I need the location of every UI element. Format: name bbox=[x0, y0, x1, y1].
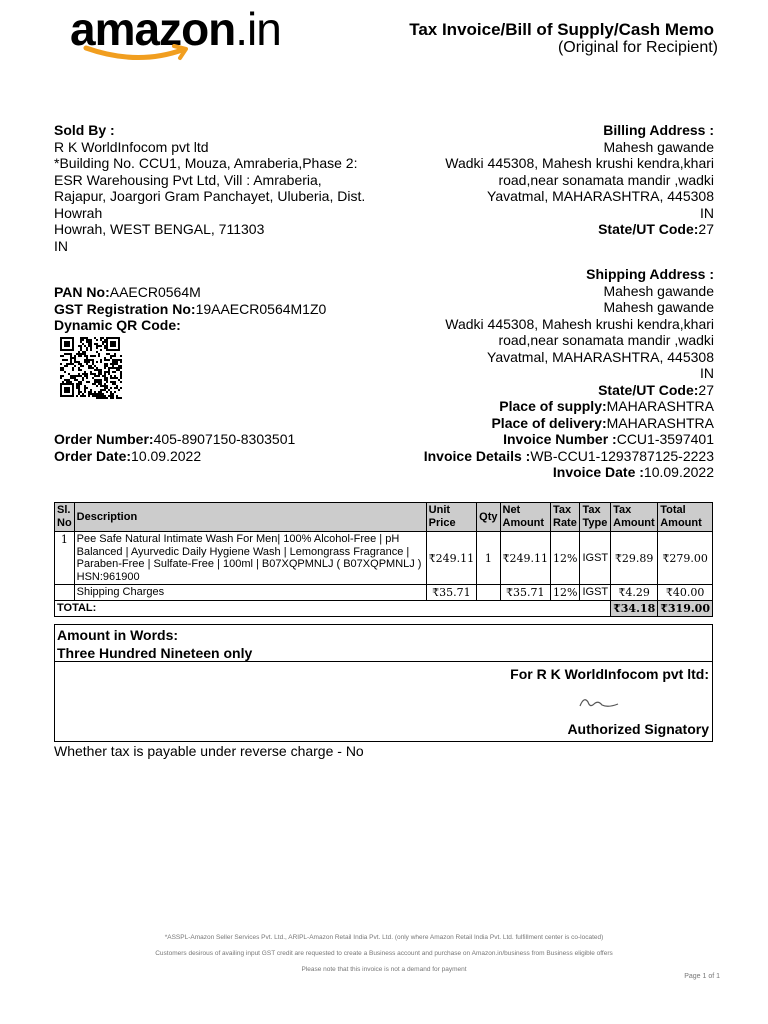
qr-label: Dynamic QR Code: bbox=[54, 317, 181, 333]
amount-in-words-box bbox=[54, 624, 713, 662]
column-header: Total Amount bbox=[658, 503, 713, 532]
table-row bbox=[55, 532, 713, 585]
row-qty bbox=[477, 585, 500, 601]
place-of-supply-label: Place of supply: bbox=[499, 398, 607, 414]
invoice-number-value: CCU1-3597401 bbox=[616, 431, 714, 447]
row-description: Shipping Charges bbox=[74, 585, 426, 601]
shipping-line: Mahesh gawande bbox=[603, 282, 714, 299]
row-tax-type: IGST bbox=[580, 532, 611, 585]
invoice-details-value: WB-CCU1-1293787125-2223 bbox=[530, 447, 714, 464]
table-row bbox=[55, 585, 713, 601]
billing-state-value: 27 bbox=[698, 221, 714, 237]
footer-line: *ASSPL-Amazon Seller Services Pvt. Ltd., ARIPL-Amazon Retail India Pvt. Ltd. (only where Amazon Retail India Pvt. Ltd. fulfillment center is co-located) bbox=[164, 934, 604, 941]
gst-value: 19AAECR0564M1Z0 bbox=[195, 300, 327, 317]
invoice-details-label: Invoice Details : bbox=[423, 447, 531, 464]
order-date-value: 10.09.2022 bbox=[131, 447, 202, 464]
reverse-charge-note: Whether tax is payable under reverse charge - No bbox=[54, 743, 364, 759]
row-tax-type: IGST bbox=[580, 585, 611, 601]
signature-box bbox=[54, 661, 713, 742]
row-tax-amount: ₹29.89 bbox=[611, 532, 658, 585]
for-company-label: For R K WorldInfocom pvt ltd: bbox=[510, 666, 709, 682]
page-number: Page 1 of 1 bbox=[684, 973, 720, 980]
seller-address-line: Howrah bbox=[54, 204, 103, 221]
shipping-block bbox=[394, 266, 714, 431]
shipping-line: road,near sonamata mandir ,wadki bbox=[498, 332, 714, 348]
order-date-label: Order Date: bbox=[54, 447, 132, 464]
order-info bbox=[54, 431, 295, 464]
total-tax-amount: ₹34.18 bbox=[611, 601, 658, 617]
billing-line: Yavatmal, MAHARASHTRA, 445308 bbox=[487, 188, 714, 204]
row-description bbox=[74, 532, 426, 585]
row-total-amount: ₹279.00 bbox=[658, 532, 713, 585]
billing-state-label: State/UT Code: bbox=[598, 221, 699, 237]
seller-address-line: *Building No. CCU1, Mouza, Amraberia,Phase 2: bbox=[54, 155, 358, 171]
amazon-logo: amazon.in bbox=[70, 3, 281, 55]
sold-by-label: Sold By : bbox=[54, 122, 115, 138]
shipping-line: IN bbox=[700, 365, 714, 381]
place-of-delivery-label: Place of delivery: bbox=[491, 414, 607, 431]
column-header: Tax Rate bbox=[551, 503, 580, 532]
shipping-state-value: 27 bbox=[698, 381, 714, 398]
gst-label: GST Registration No: bbox=[54, 300, 196, 317]
seller-name: R K WorldInfocom pvt ltd bbox=[54, 138, 209, 155]
item-hsn: HSN:961900 bbox=[76, 570, 140, 583]
place-of-supply-value: MAHARASHTRA bbox=[606, 398, 714, 414]
row-unit-price: ₹249.11 bbox=[426, 532, 477, 585]
invoice-number-label: Invoice Number : bbox=[503, 431, 617, 447]
seller-address-line: Howrah, WEST BENGAL, 711303 bbox=[54, 221, 265, 237]
table-header-row bbox=[55, 503, 713, 532]
billing-block bbox=[394, 122, 714, 238]
invoice-date-value: 10.09.2022 bbox=[643, 464, 714, 480]
billing-line: Wadki 445308, Mahesh krushi kendra,khari bbox=[445, 155, 714, 171]
row-tax-amount: ₹4.29 bbox=[611, 585, 658, 601]
invoice-title: Tax Invoice/Bill of Supply/Cash Memo bbox=[409, 20, 714, 39]
shipping-label: Shipping Address : bbox=[586, 266, 714, 282]
row-unit-price: ₹35.71 bbox=[426, 585, 477, 601]
column-header: Sl. No bbox=[55, 503, 75, 532]
pan-value: AAECR0564M bbox=[109, 284, 201, 300]
column-header: Tax Amount bbox=[611, 503, 658, 532]
seller-block bbox=[54, 122, 414, 254]
column-header: Description bbox=[74, 503, 426, 532]
invoice-items-table bbox=[54, 502, 713, 617]
row-tax-rate: 12% bbox=[551, 532, 580, 585]
pan-label: PAN No: bbox=[54, 284, 110, 300]
authorized-signatory-label: Authorized Signatory bbox=[567, 721, 709, 737]
qr-code-icon bbox=[58, 337, 124, 399]
total-amount: ₹319.00 bbox=[658, 601, 713, 617]
shipping-line: Yavatmal, MAHARASHTRA, 445308 bbox=[487, 348, 714, 365]
row-net-amount: ₹35.71 bbox=[500, 585, 551, 601]
column-header: Net Amount bbox=[500, 503, 551, 532]
seller-address-line: ESR Warehousing Pvt Ltd, Vill : Amraberia, bbox=[54, 171, 322, 188]
row-net-amount: ₹249.11 bbox=[500, 532, 551, 585]
place-of-delivery-value: MAHARASHTRA bbox=[606, 414, 714, 431]
seller-tax-block bbox=[54, 284, 326, 334]
order-number-value: 405-8907150-8303501 bbox=[153, 431, 296, 447]
total-row bbox=[55, 601, 713, 617]
signature-image bbox=[576, 692, 622, 714]
order-number-label: Order Number: bbox=[54, 431, 154, 447]
invoice-subtitle: (Original for Recipient) bbox=[557, 39, 718, 56]
footer-line: Customers desirous of availing input GST credit are requested to create a Business account and purchase on Amazon.in/business from Business eligible offers bbox=[155, 950, 613, 957]
seller-address-line: Rajapur, Joargori Gram Panchayet, Uluberia, Dist. bbox=[54, 188, 366, 204]
billing-label: Billing Address : bbox=[603, 122, 714, 138]
billing-line: road,near sonamata mandir ,wadki bbox=[498, 171, 714, 188]
row-sl bbox=[55, 585, 75, 601]
column-header: Qty bbox=[477, 503, 500, 532]
item-description: Pee Safe Natural Intimate Wash For Men| 100% Alcohol-Free | pH Balanced | Ayurvedic Daily Hygiene Wash | Lemongrass Fragrance | Paraben-Free | Sulfate-Free | 100ml | B07XQPMNLJ ( B07XQPMNLJ ) bbox=[76, 533, 422, 570]
invoice-info bbox=[354, 431, 714, 481]
shipping-line: Wadki 445308, Mahesh krushi kendra,khari bbox=[445, 315, 714, 332]
row-qty: 1 bbox=[477, 532, 500, 585]
seller-address-line: IN bbox=[54, 237, 68, 254]
shipping-state-label: State/UT Code: bbox=[598, 381, 699, 398]
column-header: Unit Price bbox=[426, 503, 477, 532]
column-header: Tax Type bbox=[580, 503, 611, 532]
amazon-smile-icon bbox=[82, 44, 192, 64]
row-total-amount: ₹40.00 bbox=[658, 585, 713, 601]
total-label: TOTAL: bbox=[55, 601, 611, 617]
invoice-date-label: Invoice Date : bbox=[552, 464, 644, 480]
footer-line: Please note that this invoice is not a demand for payment bbox=[301, 966, 467, 973]
billing-line: IN bbox=[700, 204, 714, 221]
amount-in-words-label: Amount in Words: bbox=[57, 627, 179, 643]
amount-in-words-value: Three Hundred Nineteen only bbox=[57, 645, 253, 661]
shipping-line: Mahesh gawande bbox=[603, 299, 714, 315]
billing-line: Mahesh gawande bbox=[603, 138, 714, 155]
row-sl: 1 bbox=[55, 532, 75, 585]
row-tax-rate: 12% bbox=[551, 585, 580, 601]
